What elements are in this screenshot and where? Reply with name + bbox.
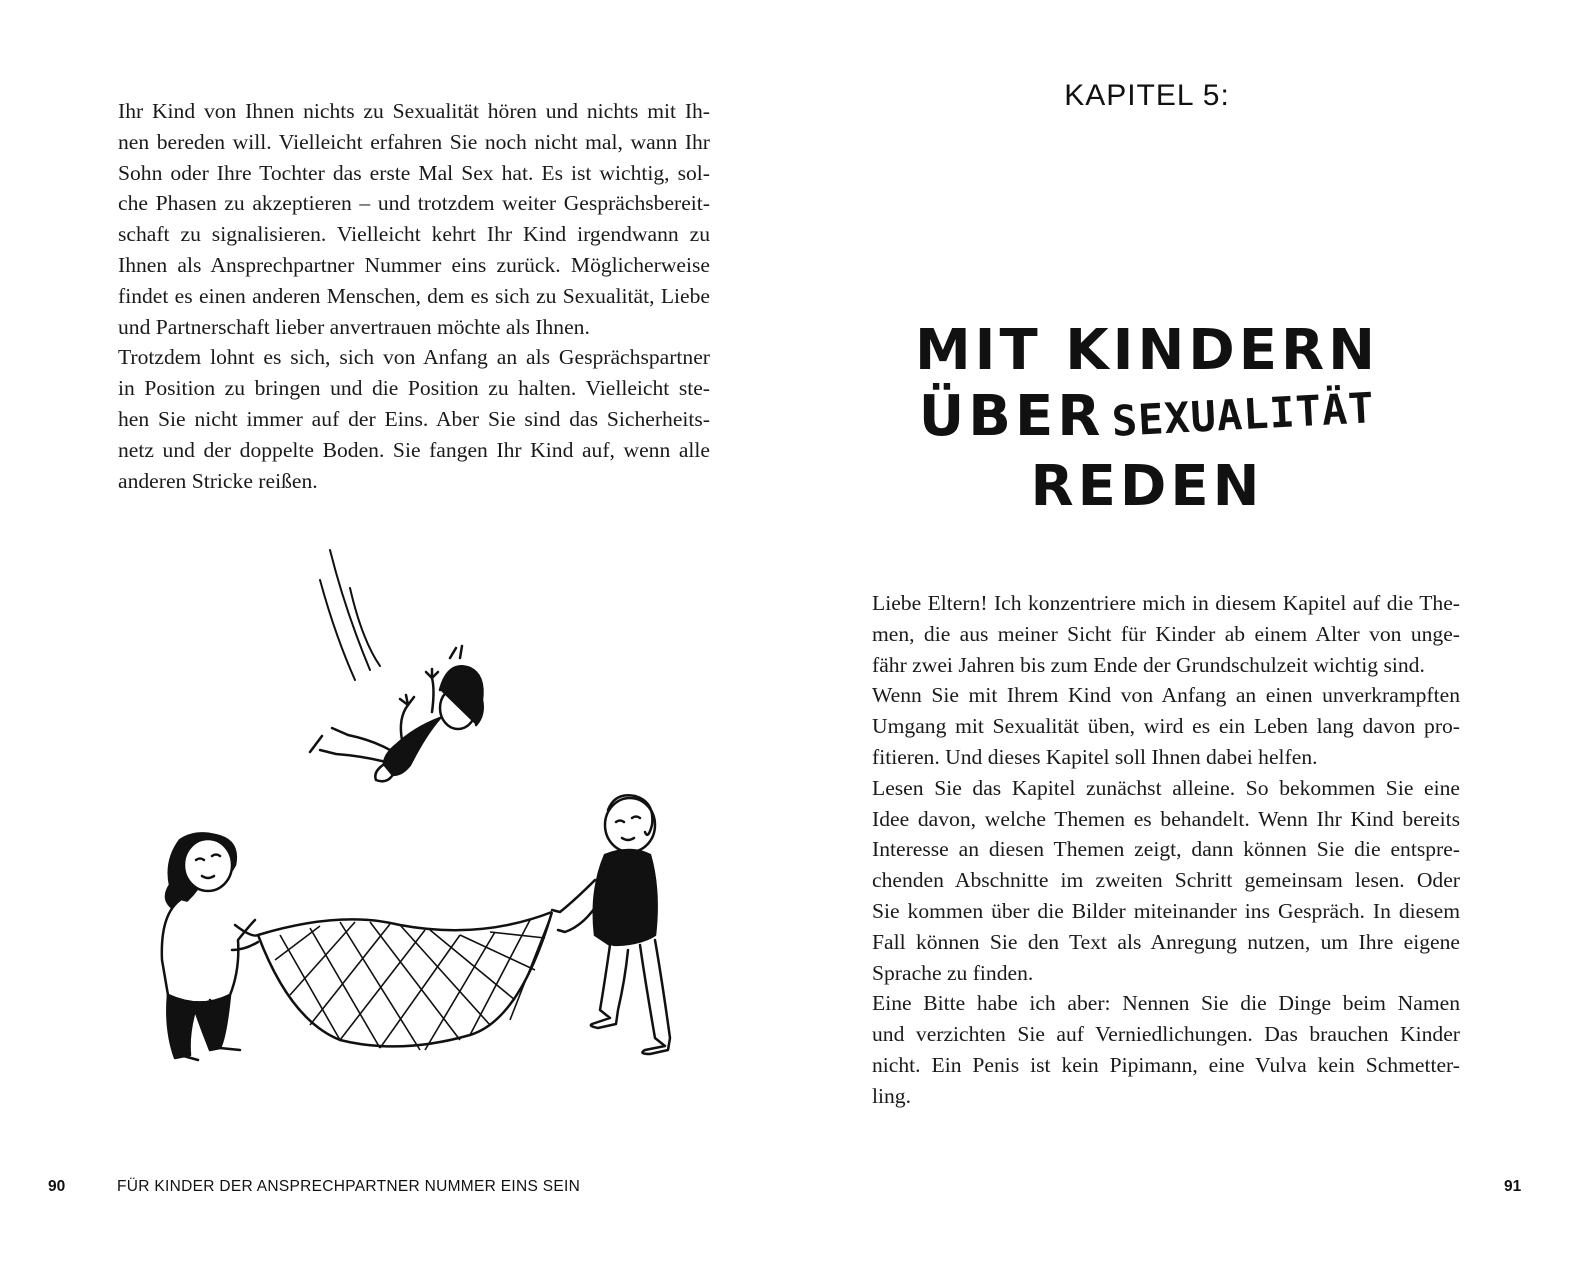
right-body-line: nicht. Ein Penis ist kein Pipimann, eine Vulva kein Schmetter- [872,1052,1460,1077]
right-body-line: Liebe Eltern! Ich konzentriere mich in diesem Kapitel auf die The- [872,591,1460,615]
right-body-line: fitieren. Und dieses Kapitel soll Ihnen dabei helfen. [872,744,1318,769]
left-body-line: in Position zu bringen und die Position zu halten. Vielleicht ste- [118,376,710,401]
right-body-line: Idee davon, welche Themen es behandelt. Wenn Ihr Kind bereits [872,806,1460,831]
right-body-line: Fall können Sie den Text als Anregung nutzen, um Ihre eigene [872,929,1460,954]
safety-net-illustration [140,540,700,1080]
right-body-line: Eine Bitte habe ich aber: Nennen Sie die Dinge beim Namen [872,991,1460,1016]
title-word-prefix: ÜBER [918,384,1105,449]
left-body-line: schaft zu signalisieren. Vielleicht kehrt Ihr Kind irgendwann zu [118,222,710,247]
page-number-right: 91 [1504,1178,1522,1195]
left-body-line: Ihnen als Ansprechpartner Nummer eins zurück. Möglicherweise [118,252,710,277]
left-body-line: Trotzdem lohnt es sich, sich von Anfang an als Gesprächspartner [118,345,710,370]
motion-lines [320,550,380,680]
left-body-text [118,96,710,496]
right-body-line: Sie kommen über die Bilder miteinander ins Gespräch. In diesem [872,898,1460,923]
falling-child [310,646,483,781]
left-body-line: findet es einen anderen Menschen, dem es sich zu Sexualität, Liebe [118,283,710,308]
title-line-1: MIT KINDERN [914,318,1380,383]
left-body-line: Sohn oder Ihre Tochter das erste Mal Sex hat. Es ist wichtig, sol- [118,160,710,185]
left-body-line: Ihr Kind von Ihnen nichts zu Sexualität hören und nichts mit Ih- [118,99,710,123]
right-body-line: chenden Abschnitte im zweiten Schritt gemeinsam lesen. Oder [872,868,1460,893]
right-body-line: men, die aus meiner Sicht für Kinder ab einem Alter von unge- [872,621,1460,646]
right-body-line: ling. [872,1083,911,1108]
right-body-text [872,588,1460,1112]
left-body-line: netz und der doppelte Boden. Sie fangen Ihr Kind auf, wenn alle [118,437,710,462]
left-body-line: che Phasen zu akzeptieren – und trotzdem weiter Gesprächsbereit- [118,191,710,216]
right-body-line: und verzichten Sie auf Verniedlichungen. Das brauchen Kinder [872,1022,1460,1047]
left-body-line: hen Sie nicht immer auf der Eins. Aber Sie sind das Sicherheits- [118,406,710,431]
left-body-line: anderen Stricke reißen. [118,468,318,493]
left-body-line: nen bereden will. Vielleicht erfahren Sie noch nicht mal, wann Ihr [118,129,710,154]
page-number-left: 90 [48,1178,66,1195]
right-body-line: Lesen Sie das Kapitel zunächst alleine. So bekommen Sie eine [872,775,1460,800]
net [258,912,552,1050]
chapter-title [797,318,1497,520]
chapter-label: KAPITEL 5: [1064,79,1230,112]
right-adult [552,795,670,1054]
left-adult [162,833,258,1060]
title-line-2 [797,384,1497,454]
title-word-highlight: SEXUALITÄT [1110,383,1376,446]
right-page [797,0,1594,1270]
left-body-line: und Partnerschaft lieber anvertrauen möchte als Ihnen. [118,314,590,339]
right-body-line: fähr zwei Jahren bis zum Ende der Grundschulzeit wichtig sind. [872,652,1425,677]
title-line-3: REDEN [1030,454,1264,519]
right-body-line: Sprache zu finden. [872,960,1034,985]
right-body-line: Umgang mit Sexualität üben, wird es ein Leben lang davon pro- [872,714,1460,739]
right-body-line: Wenn Sie mit Ihrem Kind von Anfang an einen unverkrampften [872,683,1460,708]
running-head: FÜR KINDER DER ANSPRECHPARTNER NUMMER EINS SEIN [117,1178,581,1195]
right-body-line: Interesse an diesen Themen zeigt, dann können Sie die entspre- [872,837,1460,862]
